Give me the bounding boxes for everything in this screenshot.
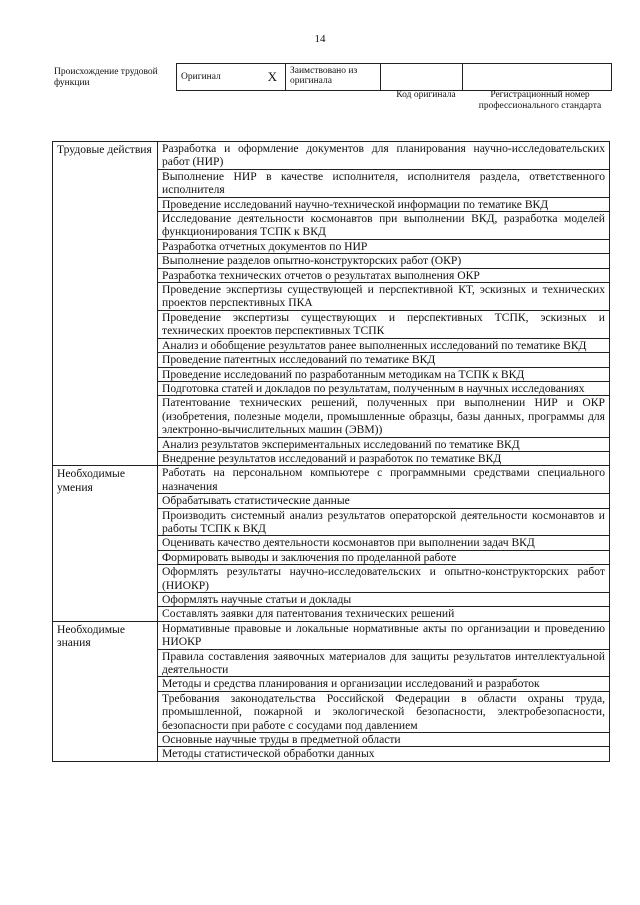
list-item: Оформлять результаты научно-исследовательских и опытно-конструкторских работ (НИОКР) (158, 565, 610, 593)
list-item: Требования законодательства Российской Федерации в области охраны труда, промышленной, пожарной и экологической безопасности, электробезопасности, безопасности при работе с сосудами под давлением (158, 691, 610, 732)
list-item: Основные научные труды в предметной области (158, 733, 610, 747)
code-caption: Код оригинала (396, 90, 456, 100)
list-item: Анализ результатов экспериментальных исследований по тематике ВКД (158, 437, 610, 451)
section-title: Необходимые умения (53, 466, 158, 621)
list-item: Проведение патентных исследований по тематике ВКД (158, 353, 610, 367)
list-item: Оформлять научные статьи и доклады (158, 593, 610, 607)
list-item: Анализ и обобщение результатов ранее выполненных исследований по тематике ВКД (158, 338, 610, 352)
page-number: 14 (314, 33, 326, 45)
list-item: Исследование деятельности космонавтов при выполнении ВКД, разработка моделей функционирования ТСПК к ВКД (158, 212, 610, 240)
list-item: Правила составления заявочных материалов для защиты результатов интеллектуальной деятельности (158, 649, 610, 677)
origin-table (176, 63, 612, 91)
origin-label: Происхождение трудовой функции (54, 67, 158, 88)
list-item: Внедрение результатов исследований и разработок по тематике ВКД (158, 451, 610, 465)
list-item: Проведение экспертизы существующих и перспективных ТСПК, эскизных и технических проектов перспективных ТСПК (158, 310, 610, 338)
reg-caption: Регистрационный номер профессионального стандарта (478, 90, 602, 111)
original-code-cell (381, 64, 463, 91)
table-row (53, 466, 610, 494)
functions-table (52, 141, 610, 762)
list-item: Выполнение разделов опытно-конструкторских работ (ОКР) (158, 254, 610, 268)
list-item: Методы статистической обработки данных (158, 747, 610, 761)
list-item: Подготовка статей и докладов по результатам, полученным в научных исследованиях (158, 381, 610, 395)
section-title: Трудовые действия (53, 142, 158, 466)
list-item: Нормативные правовые и локальные нормативные акты по организации и проведению НИОКР (158, 621, 610, 649)
list-item: Формировать выводы и заключения по проделанной работе (158, 550, 610, 564)
borrowed-label: Заимствовано из оригинала (290, 66, 358, 86)
original-mark: X (267, 69, 277, 84)
original-cell (177, 64, 286, 91)
list-item: Составлять заявки для патентования технических решений (158, 607, 610, 621)
original-label: Оригинал (181, 72, 221, 82)
list-item: Разработка и оформление документов для планирования научно-исследовательских работ (НИР) (158, 142, 610, 170)
table-row (53, 142, 610, 170)
list-item: Разработка отчетных документов по НИР (158, 239, 610, 253)
reg-number-cell (463, 64, 612, 91)
borrowed-cell (286, 64, 381, 91)
list-item: Обрабатывать статистические данные (158, 494, 610, 508)
list-item: Оценивать качество деятельности космонавтов при выполнении задач ВКД (158, 536, 610, 550)
list-item: Методы и средства планирования и организации исследований и разработок (158, 677, 610, 691)
list-item: Патентование технических решений, полученных при выполнении НИР и ОКР (изобретения, полезные модели, промышленные образцы, базы данных, программы для электронно-вычислительных машин (ЭВМ)) (158, 396, 610, 437)
list-item: Производить системный анализ результатов операторской деятельности космонавтов и работы ТСПК к ВКД (158, 508, 610, 536)
list-item: Проведение экспертизы существующей и перспективной КТ, эскизных и технических проектов перспективных ПКА (158, 283, 610, 311)
list-item: Проведение исследований по разработанным методикам на ТСПК к ВКД (158, 367, 610, 381)
table-row (53, 621, 610, 649)
section-title: Необходимые знания (53, 621, 158, 761)
list-item: Разработка технических отчетов о результатах выполнения ОКР (158, 268, 610, 282)
list-item: Выполнение НИР в качестве исполнителя, исполнителя раздела, ответственного исполнителя (158, 169, 610, 197)
list-item: Работать на персональном компьютере с программными средствами специального назначения (158, 466, 610, 494)
list-item: Проведение исследований научно-технической информации по тематике ВКД (158, 197, 610, 211)
